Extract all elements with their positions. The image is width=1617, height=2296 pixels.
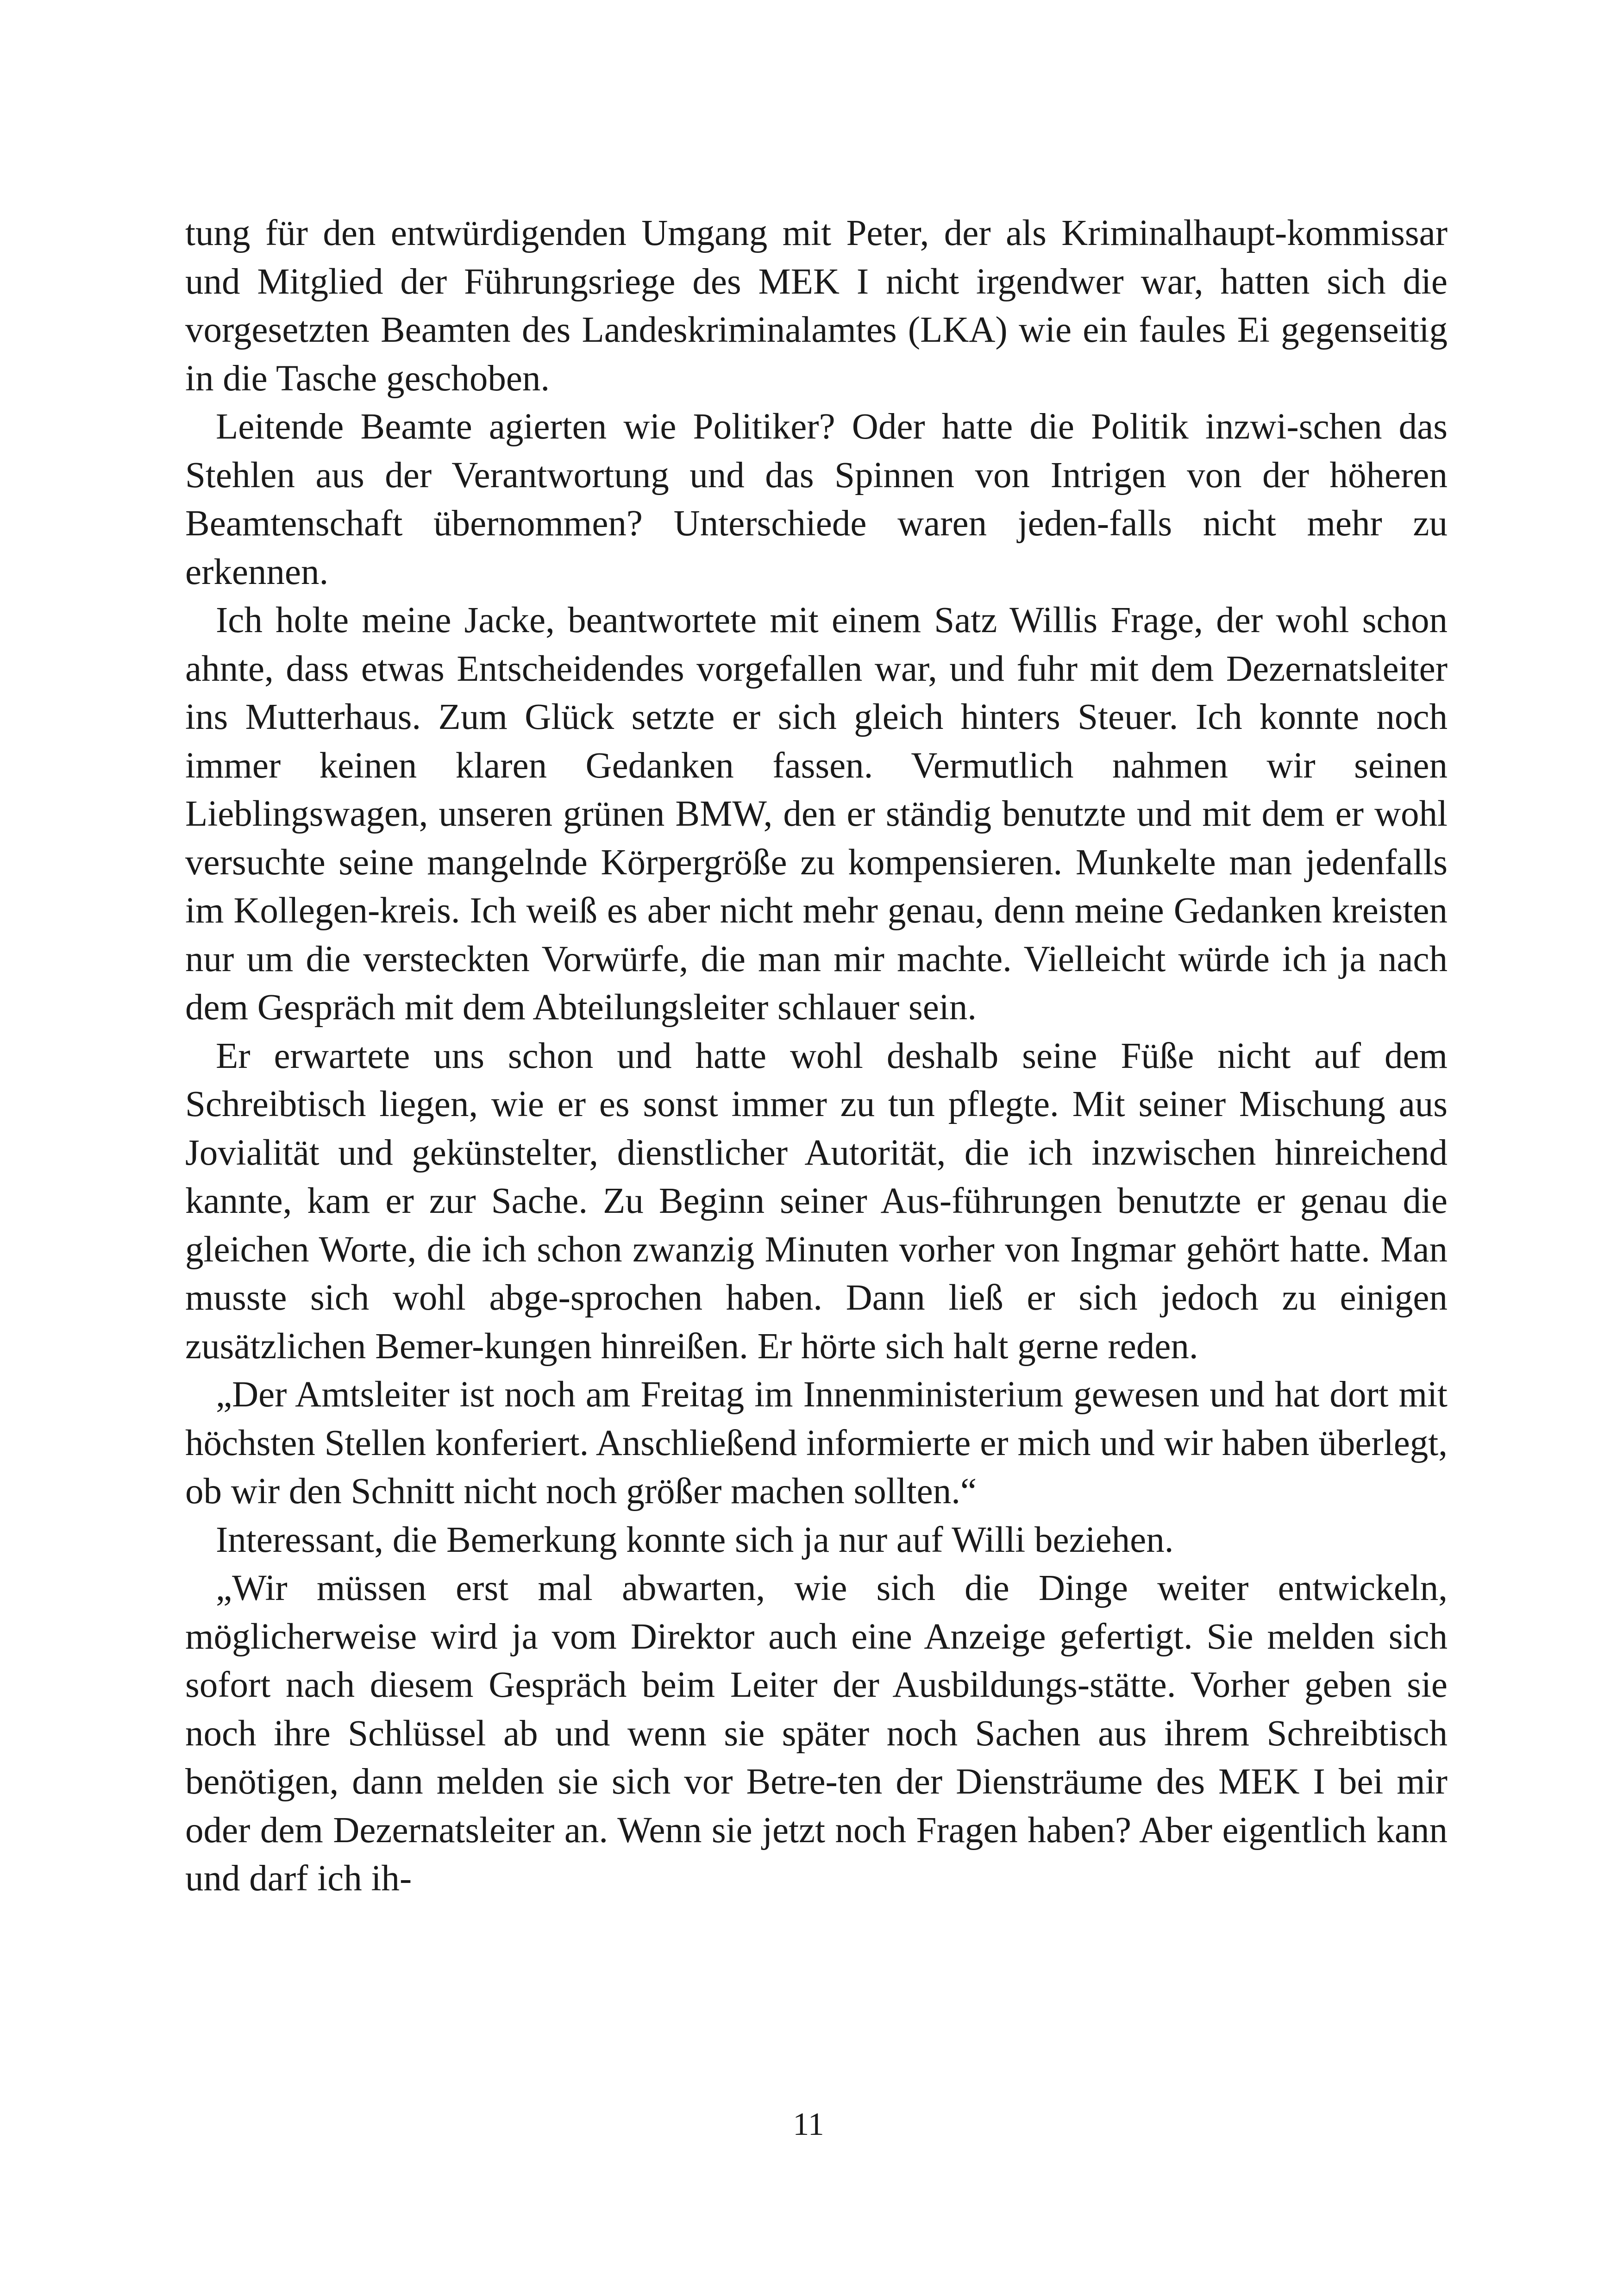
paragraph-2: Leitende Beamte agierten wie Politiker? Oder hatte die Politik inzwi-schen das Stehlen aus der Verantwortung und das Spinnen von Intrigen von der höheren Beamtenschaft übernommen? Unterschiede waren jeden-falls nicht mehr zu erkennen. [185, 407, 1448, 592]
page-number: 11 [793, 2107, 824, 2142]
paragraph-1: tung für den entwürdigenden Umgang mit Peter, der als Kriminalhaupt-kommissar und Mitglied der Führungsriege des MEK I nicht irgendwer war, hatten sich die vorgesetzten Beamten des Landeskriminalamtes (LKA) wie ein faules Ei gegenseitig in die Tasche geschoben. [185, 213, 1448, 399]
paragraph-6: Interessant, die Bemerkung konnte sich ja nur auf Willi beziehen. [216, 1519, 1174, 1560]
paragraph-3: Ich holte meine Jacke, beantwortete mit einem Satz Willis Frage, der wohl schon ahnte, dass etwas Entscheidendes vorgefallen war, und fuhr mit dem Dezernatsleiter ins Mutterhaus. Zum Glück setzte er sich gleich hinters Steuer. Ich konnte noch immer keinen klaren Gedanken fassen. Vermutlich nahmen wir seinen Lieblingswagen, unseren grünen BMW, den er ständig benutzte und mit dem er wohl versuchte seine mangelnde Körpergröße zu kompensieren. Munkelte man jedenfalls im Kollegen-kreis. Ich weiß es aber nicht mehr genau, denn meine Gedanken kreisten nur um die versteckten Vorwürfe, die man mir machte. Vielleicht würde ich ja nach dem Gespräch mit dem Abteilungsleiter schlauer sein. [185, 600, 1448, 1028]
paragraph-7: „Wir müssen erst mal abwarten, wie sich die Dinge weiter entwickeln, möglicherweise wird ja vom Direktor auch eine Anzeige gefertigt. Sie melden sich sofort nach diesem Gespräch beim Leiter der Ausbildungs-stätte. Vorher geben sie noch ihre Schlüssel ab und wenn sie später noch Sachen aus ihrem Schreibtisch benötigen, dann melden sie sich vor Betre-ten der Diensträume des MEK I bei mir oder dem Dezernatsleiter an. Wenn sie jetzt noch Fragen haben? Aber eigentlich kann und darf ich ih- [185, 1568, 1448, 1899]
paragraph-5: „Der Amtsleiter ist noch am Freitag im Innenministerium gewesen und hat dort mit höchsten Stellen konferiert. Anschließend informierte er mich und wir haben überlegt, ob wir den Schnitt nicht noch größer machen sollten.“ [185, 1374, 1448, 1512]
body-text [185, 209, 1448, 1903]
paragraph-4: Er erwartete uns schon und hatte wohl deshalb seine Füße nicht auf dem Schreibtisch liegen, wie er es sonst immer zu tun pflegte. Mit seiner Mischung aus Jovialität und gekünstelter, dienstlicher Autorität, die ich inzwischen hinreichend kannte, kam er zur Sache. Zu Beginn seiner Aus-führungen benutzte er genau die gleichen Worte, die ich schon zwanzig Minuten vorher von Ingmar gehört hatte. Man musste sich wohl abge-sprochen haben. Dann ließ er sich jedoch zu einigen zusätzlichen Bemer-kungen hinreißen. Er hörte sich halt gerne reden. [185, 1035, 1448, 1367]
